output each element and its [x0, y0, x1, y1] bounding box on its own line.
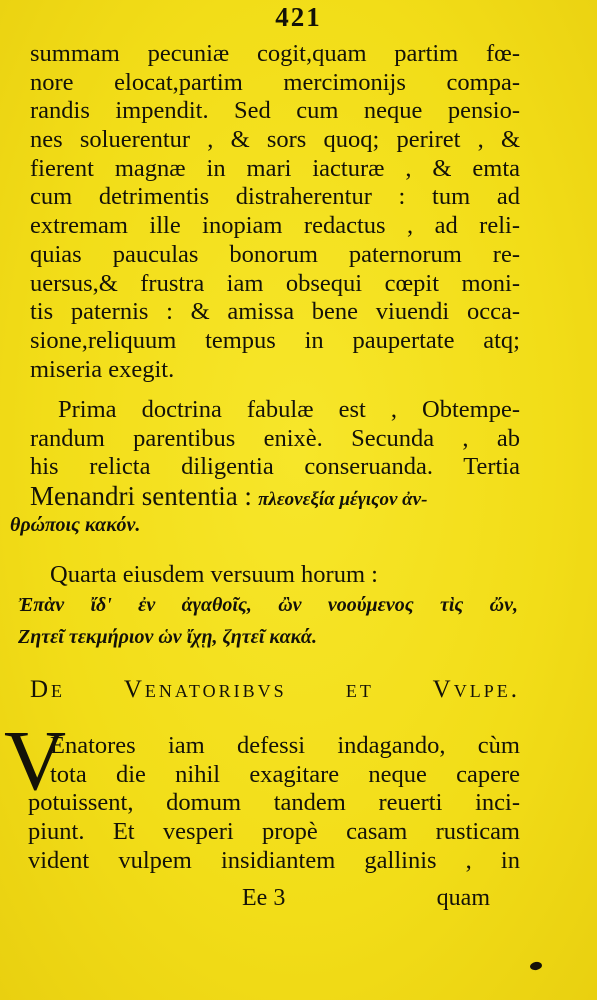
- story-paragraph: [28, 732, 520, 875]
- menander-line: [30, 482, 520, 511]
- text-line: fierent magnæ in mari iacturæ , & emta: [30, 154, 520, 182]
- drop-cap: V: [4, 712, 67, 808]
- text-line: quias pauculas bonorum paternorum re-: [30, 240, 520, 268]
- text-line: Enatores iam defessi indagando, cùm: [50, 732, 520, 759]
- text-line: uersus,& frustra iam obsequi cœpit moni-: [30, 269, 520, 297]
- text-line: randis impendit. Sed cum neque pensio-: [30, 97, 520, 125]
- text-line: potuissent, domum tandem reuerti inci-: [28, 789, 520, 817]
- text-line: randum parentibus enixè. Secunda , ab: [30, 424, 520, 452]
- quarta-line: Quarta eiusdem versuum horum :: [50, 561, 378, 588]
- page-number: 421: [275, 2, 322, 32]
- text-line: summam pecuniæ cogit,quam partim fœ-: [30, 40, 520, 67]
- ink-blot: [529, 961, 542, 971]
- text-line: vident vulpem insidiantem gallinis , in: [28, 846, 520, 874]
- text-line: sione,reliquum tempus in paupertate atq;: [30, 326, 520, 354]
- text-line: tota die nihil exagitare neque capere: [50, 760, 520, 788]
- text-line: nes soluerentur , & sors quoq; periret , &: [30, 126, 520, 154]
- catchword: quam: [436, 885, 490, 911]
- text-line: tis paternis : & amissa bene viuendi occa-: [30, 298, 520, 326]
- text-line: nore elocat,partim mercimonijs compa-: [30, 68, 520, 96]
- menander-greek-1: πλεονεξία μέγιςον ἀν-: [258, 489, 428, 511]
- text-line: piunt. Et vesperi propè casam rusticam: [28, 818, 520, 846]
- signature-mark: Ee 3: [242, 885, 286, 911]
- text-line: cum detrimentis distraherentur : tum ad: [30, 183, 520, 211]
- text-line: his relicta diligentia conseruanda. Tertia: [30, 453, 520, 481]
- text-line: miseria exegit.: [30, 355, 175, 383]
- paragraph-1: [30, 40, 520, 384]
- text-line: Prima doctrina fabulæ est , Obtempe-: [58, 396, 520, 423]
- section-heading: De Venatoribvs et Vvlpe.: [30, 676, 520, 703]
- menander-latin: Menandri sententia :: [30, 481, 252, 512]
- verse-greek-2: Ζητεῖ τεκμήριον ὡν ἴχῃ, ζητεῖ κακά.: [18, 625, 317, 648]
- paragraph-2: [10, 396, 520, 539]
- menander-greek-2: θρώποις κακόν.: [10, 513, 141, 536]
- verse-greek-1: Ἐπὰν ἴδ' ἐν ἀγαθοῖς, ὢν νοούμενος τὶς ὤν,: [18, 593, 518, 616]
- quarta-block: [18, 561, 520, 652]
- text-line: extremam ille inopiam redactus , ad reli-: [30, 212, 520, 240]
